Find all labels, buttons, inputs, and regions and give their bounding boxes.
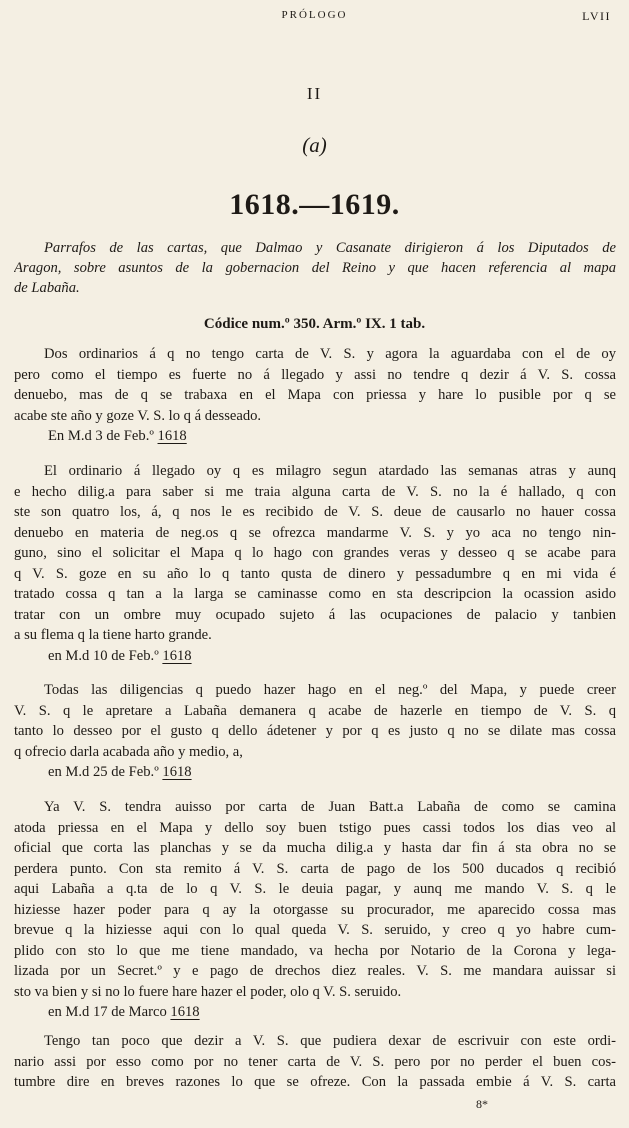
letter-line: guno, sino el solicitar el Mapa q lo hago con grandes veras y desseo q se acabe para: [14, 545, 616, 561]
letter-line: perdera punto. Con sta remito á V. S. carta de pago de los 500 ducados q recibió: [14, 860, 616, 877]
letter-line: oficial que corta las planchas y se da mucha dilig.a y hasta dar fin á sta obra no se: [14, 840, 616, 856]
letter-line: ste son quatro los, á, q nos le es recibido de V. S. deue de causarlo no hauer cossa: [14, 504, 616, 520]
letter-line: sto va bien y si no lo fuere hare hazer el poder, olo q V. S. seruido.: [14, 983, 402, 1000]
intro-line: Parrafos de las cartas, que Dalmao y Casanate dirigieron á los Diputados de: [44, 240, 616, 256]
letter-line: acabe ste año y goze V. S. lo q á desseado.: [14, 407, 262, 424]
letter-line: pero como el tiempo es fuerte no á llegado y assi no tendre q dezir á V. S. cossa: [14, 366, 616, 383]
letter-date: [14, 762, 616, 783]
letter-line: q V. S. goze en su año lo q tanto qusta de dinero y pessadumbre q en mi vida é: [14, 565, 616, 582]
section-number: II: [306, 84, 323, 103]
letter-line: denuebo, mas de q se trabaxa en el Mapa con priessa y hare lo pusible por q se: [14, 387, 616, 403]
date-year: 1618: [157, 428, 187, 444]
letter-line: q ofrecio darla acabada año y medio, a,: [14, 743, 243, 760]
intro-paragraph: [14, 238, 616, 298]
running-head: [0, 9, 629, 25]
letter-4: [14, 797, 616, 1023]
letter-1: [14, 344, 616, 447]
letter-line: nario assi por esso como por no tener carta de V. S. pero por no perder el buen cos-: [14, 1053, 616, 1070]
letter-line: atoda priessa en el Mapa y dello soy buen tstigo pues cassi todos los dias veo al: [14, 819, 616, 836]
letter-line: Dos ordinarios á q no tengo carta de V. S. y agora la aguardaba con el de oy: [44, 346, 616, 362]
intro-line: de Labaña.: [14, 280, 80, 296]
date-text: en M.d 10 de Feb.º: [48, 647, 159, 664]
letter-line: a su flema q la tiene harto grande.: [14, 627, 212, 643]
letter-line: plido con sto lo que me tiene mandado, va hecha por Notario de la Corona y lega-: [14, 942, 616, 959]
signature-mark: 8*: [476, 1097, 488, 1111]
letter-line: hiziesse hazer poder para q ay la otorgasse su procurador, me aparecido cossa mas: [14, 901, 616, 918]
subsection-label: (a): [302, 133, 327, 157]
letter-line: tanto lo desseo por el gusto q dello ádetener y por q es justo q no se dilate mas cossa: [14, 723, 616, 739]
letter-line: tratar con un ombre muy ocupado sujeto á las ocupaciones de palacio y tanbien: [14, 606, 616, 623]
letter-line: e hecho dilig.a para saber si me traia alguna carta de V. S. no la é hallado, q con: [14, 483, 616, 500]
intro-line: Aragon, sobre asuntos de la gobernacion del Reino y que hacen referencia al mapa: [14, 260, 616, 276]
date-year: 1618: [170, 1004, 200, 1020]
letter-2: [14, 461, 616, 666]
letter-date: [14, 426, 616, 447]
letter-date: [14, 646, 616, 667]
letter-line: V. S. q le apretare a Labaña demanera q acabe de hazerle en tiempo de V. S. q: [14, 702, 616, 719]
page-number: LVII: [582, 9, 611, 23]
letter-line: denuebo en materia de neg.os q se ofrezca mandarme V. S. y yo aca no tengo nin-: [14, 524, 616, 541]
letter-line: El ordinario á llegado oy q es milagro segun atardado las semanas atras y aunq: [44, 463, 616, 479]
letter-line: Todas las diligencias q puedo hazer hago en el neg.º del Mapa, y puede creer: [44, 682, 616, 698]
running-head-title: PRÓLOGO: [281, 9, 348, 21]
years-heading: 1618.—1619.: [229, 188, 400, 221]
letter-line: Tengo tan poco que dezir a V. S. que pudiera dexar de escrivuir con este ordi-: [44, 1033, 616, 1049]
date-year: 1618: [162, 647, 192, 664]
codice-heading: Códice num.º 350. Arm.º IX. 1 tab.: [203, 316, 426, 332]
date-text: En M.d 3 de Feb.º: [48, 428, 154, 444]
date-text: en M.d 17 de Marco: [48, 1004, 167, 1020]
date-text: en M.d 25 de Feb.º: [48, 764, 159, 780]
letter-3: [14, 680, 616, 783]
letter-date: [14, 1002, 616, 1023]
letter-line: tumbre dire en breves razones lo que se ofreze. Con la passada embie á V. S. carta: [14, 1074, 616, 1090]
letter-5: [14, 1031, 616, 1093]
letter-line: brevue q la hiziesse aqui con lo qual queda V. S. seruido, y creo q yo habre cum-: [14, 922, 616, 938]
date-year: 1618: [162, 764, 192, 780]
letter-line: lizada por un Secret.º y e pago de drechos diez reales. V. S. me mandara auissar si: [14, 963, 616, 979]
letter-line: tratado cossa q tan a la larga se caminasse como en sta descripcion la ocassion asido: [14, 586, 616, 602]
letter-line: aqui Labaña a q.ta de lo q V. S. le deuia pagar, y aunq me mando V. S. q le: [14, 881, 616, 897]
letter-line: Ya V. S. tendra auisso por carta de Juan Batt.a Labaña de como se camina: [44, 799, 616, 815]
